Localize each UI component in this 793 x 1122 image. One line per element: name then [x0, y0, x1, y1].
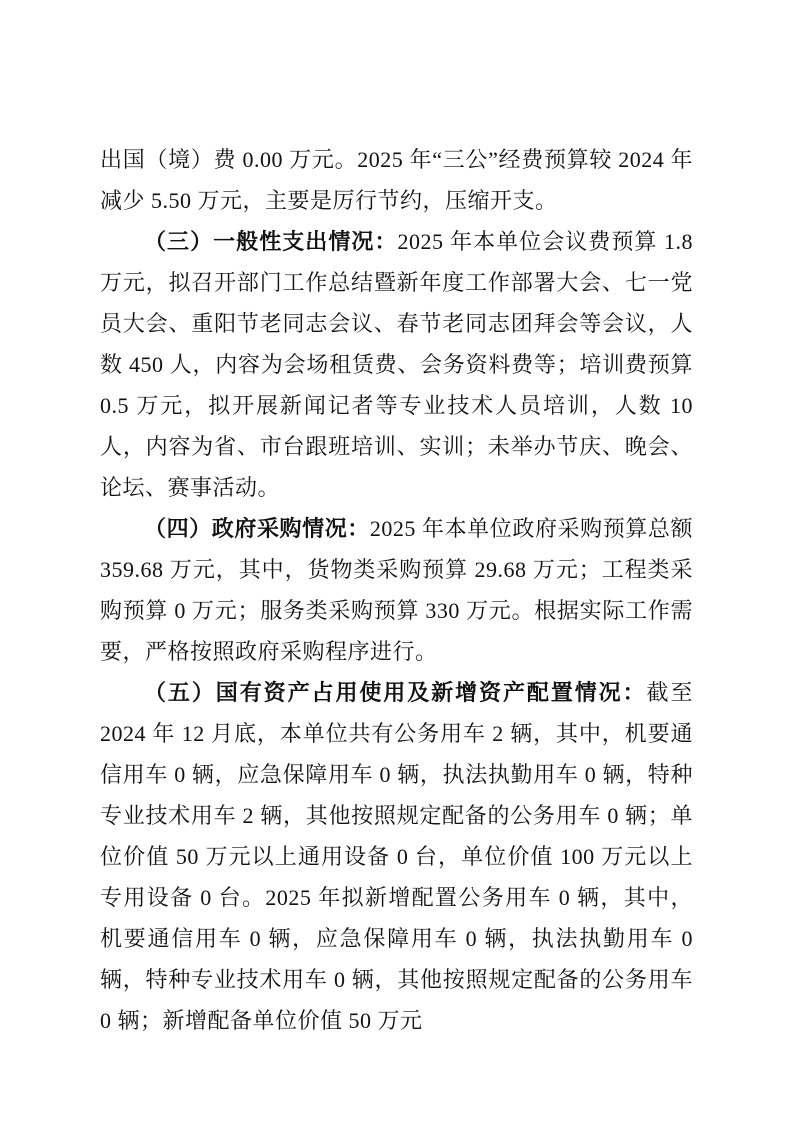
paragraph-government-procurement [100, 508, 693, 672]
section-heading-state-owned-assets: （五）国有资产占用使用及新增资产配置情况： [144, 680, 647, 705]
paragraph-body: 2025 年本单位政府采购预算总额 359.68 万元，其中，货物类采购预算 29.68 万元；工程类采购预算 0 万元；服务类采购预算 330 万元。根据实际工作需要，严格按照政府采购程序进行。 [100, 516, 693, 664]
paragraph-body: 2025 年本单位会议费预算 1.8 万元，拟召开部门工作总结暨新年度工作部署大会、七一党员大会、重阳节老同志会议、春节老同志团拜会等会议，人数 450 人，内容为会场租赁费、会务资料费等；培训费预算 0.5 万元，拟开展新闻记者等专业技术人员培训，人数 10 人，内容为省、市台跟班培训、实训；未举办节庆、晚会、论坛、赛事活动。 [100, 229, 693, 500]
paragraph-general-expenditure [100, 221, 693, 508]
paragraph-state-owned-assets [100, 672, 693, 1041]
paragraph-three-public-expense-continuation [100, 139, 693, 221]
section-heading-general-expenditure: （三）一般性支出情况： [144, 229, 398, 254]
paragraph-body: 截至 2024 年 12 月底，本单位共有公务用车 2 辆，其中，机要通信用车 0 辆，应急保障用车 0 辆，执法执勤用车 0 辆，特种专业技术用车 2 辆，其他按照规定配备的公务用车 0 辆；单位价值 50 万元以上通用设备 0 台，单位价值 100 万元以上专用设备 0 台。2025 年拟新增配置公务用车 0 辆，其中，机要通信用车 0 辆，应急保障用车 0 辆，执法执勤用车 0 辆，特种专业技术用车 0 辆，其他按照规定配备的公务用车 0 辆；新增配备单位价值 50 万元 [100, 680, 693, 1033]
section-heading-government-procurement: （四）政府采购情况： [144, 516, 370, 541]
paragraph-body: 出国（境）费 0.00 万元。2025 年“三公”经费预算较 2024 年减少 5.50 万元，主要是厉行节约，压缩开支。 [100, 147, 693, 213]
